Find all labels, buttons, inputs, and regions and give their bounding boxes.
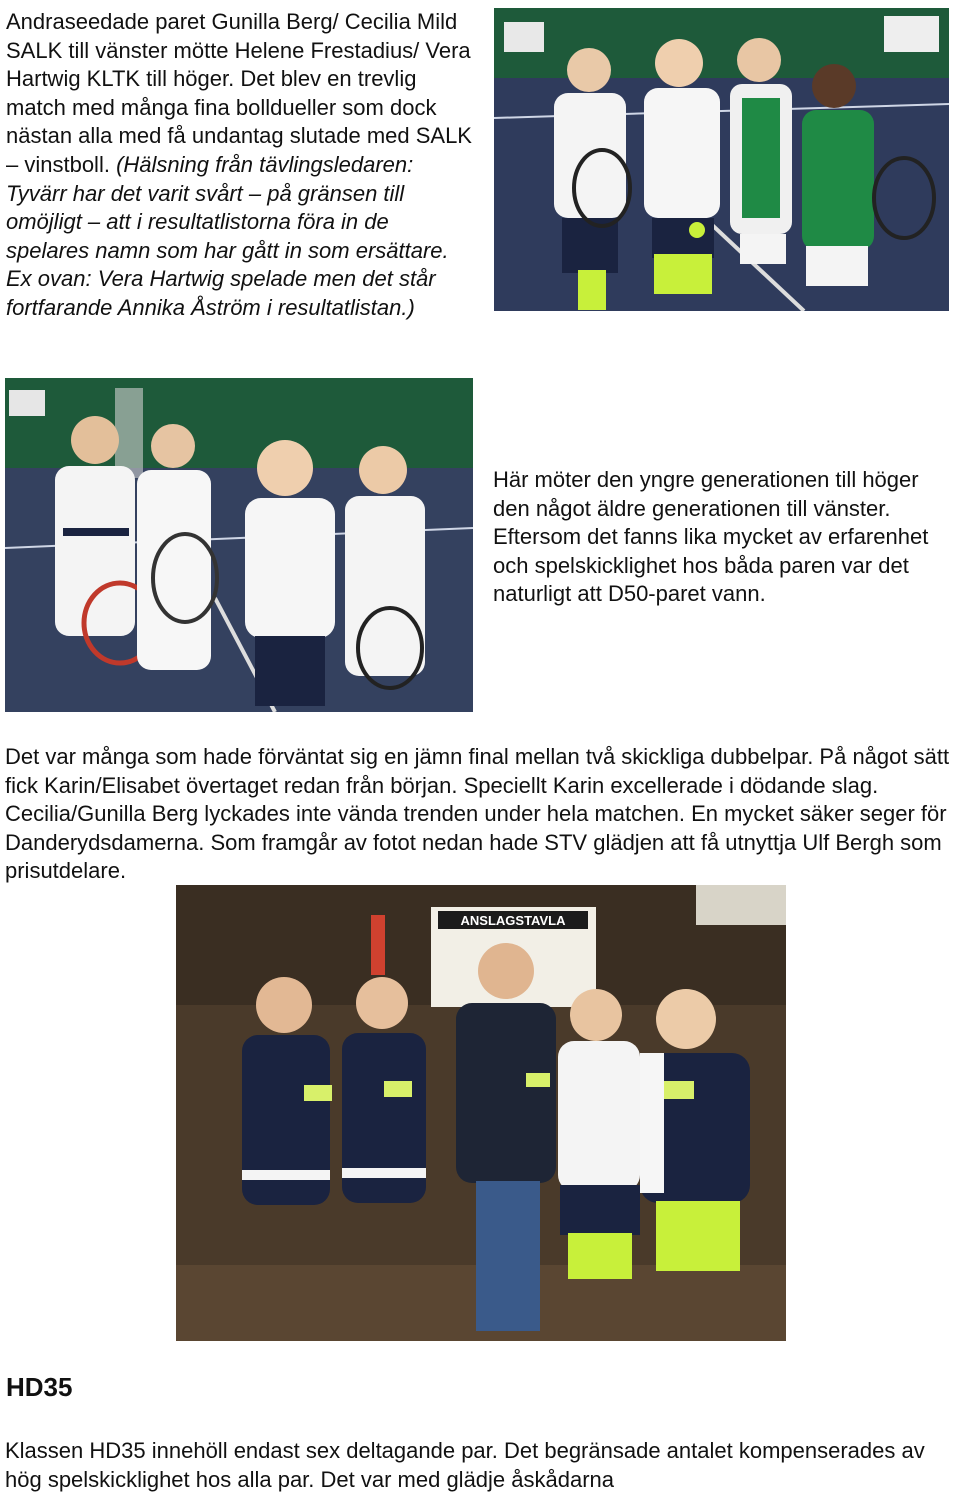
paragraph-final: Det var många som hade förväntat sig en jämn final mellan två skickliga dubbelpar. På något sätt fick Karin/Elisabet övertaget redan från början. Speciellt Karin excellerade i dödande slag. Cecilia/Gunilla Berg lyckades inte vända trenden under hela matchen. En mycket säker seger för Danderydsdamerna. Som framgår av fotot nedan hade STV glädjen att få utnyttja Ulf Bergh som prisutdelare. [5, 744, 950, 884]
paragraph-match-description [6, 8, 476, 323]
section-heading-hd35: HD35 [6, 1372, 73, 1402]
paragraph-generations: Här möter den yngre generationen till höger den något äldre generationen till vänster. Eftersom det fanns lika mycket av erfarenhet och spelskicklighet hos båda paren var det naturligt att D50-paret vann. [493, 467, 929, 607]
notice-board-sign: ANSLAGSTAVLA [460, 913, 566, 928]
paragraph-hd35: Klassen HD35 innehöll endast sex deltagande par. Det begränsade antalet kompenserades av hög spelskicklighet hos alla par. Det var med glädje åskådarna [5, 1438, 925, 1492]
match-text: Andraseedade paret Gunilla Berg/ Cecilia Mild SALK till vänster mötte Helene Frestadius/ Vera Hartwig KLTK till höger. Det blev en trevlig match med många fina bolldueller som dock nästan alla med få undantag slutade med SALK – vinstboll. [6, 9, 472, 177]
organizer-note: (Hälsning från tävlingsledaren: Tyvärr har det varit svårt – på gränsen till omöjligt – att i resultatlistorna föra in de spelares namn som har gått in som ersättare. Ex ovan: Vera Hartwig spelade men det står fortfarande Annika Åström i resultatlistan.) [6, 151, 449, 320]
photo-two-generations [5, 378, 473, 712]
photo-four-players-at-net [494, 8, 949, 311]
photo-prize-ceremony [176, 885, 786, 1341]
